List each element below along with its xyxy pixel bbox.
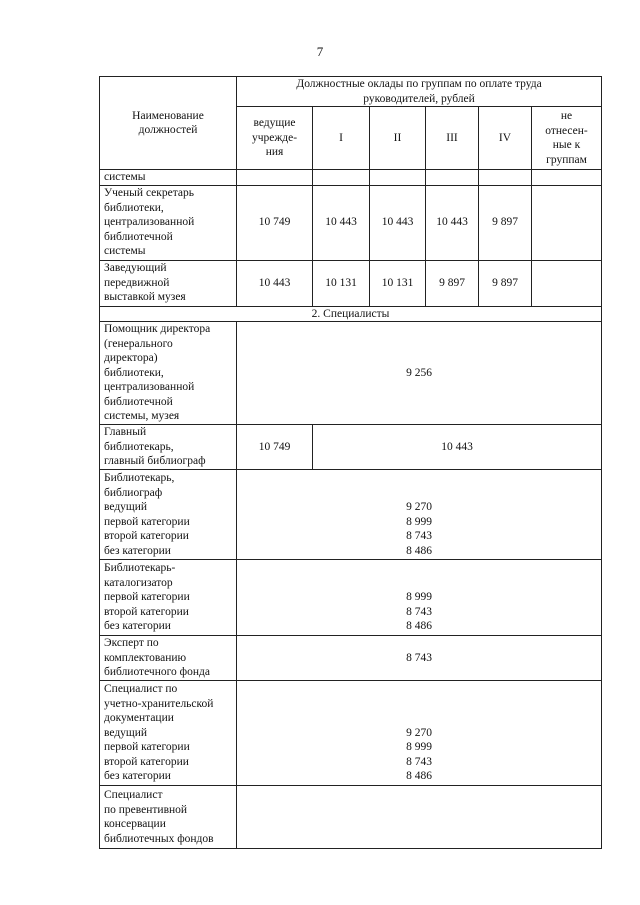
salary-value: 10 443 — [313, 425, 602, 470]
page-number: 7 — [316, 44, 324, 59]
table-row — [100, 425, 602, 470]
header-col-iii: III — [426, 107, 479, 170]
header-col-i: I — [313, 107, 370, 170]
header-col-iv: IV — [479, 107, 532, 170]
salary-value — [532, 185, 602, 260]
table-row — [100, 786, 602, 849]
header-row-1 — [100, 77, 602, 107]
position-name: Ученый секретарь библиотеки, централизованной библиотечной системы — [100, 185, 237, 260]
header-col-ii: II — [370, 107, 426, 170]
table-row — [100, 322, 602, 425]
salary-value: 9 256 — [237, 322, 602, 425]
salary-value: 10 443 — [313, 185, 370, 260]
header-col-unassigned: не отнесен- ные к группам — [532, 107, 602, 170]
position-name: Библиотекарь, библиограф ведущий первой категории второй категории без категории — [100, 470, 237, 560]
position-name: системы — [100, 170, 237, 186]
salary-values: 9 270 8 999 8 743 8 486 — [237, 681, 602, 786]
salary-value: 9 897 — [479, 185, 532, 260]
salary-value: 8 743 — [237, 636, 602, 681]
table-row — [100, 260, 602, 306]
table-row — [100, 185, 602, 260]
position-name: Заведующий передвижной выставкой музея — [100, 260, 237, 306]
header-position-title: Наименование должностей — [100, 77, 237, 170]
table-row — [100, 681, 602, 786]
position-name: Эксперт по комплектованию библиотечного фонда — [100, 636, 237, 681]
salary-value: 10 443 — [426, 185, 479, 260]
position-name: Специалист по превентивной консервации библиотечных фондов — [100, 786, 237, 849]
salary-values: 8 999 8 743 8 486 — [237, 560, 602, 636]
section-row — [100, 306, 602, 322]
salary-value: 10 131 — [370, 260, 426, 306]
header-col-leading: ведущие учрежде- ния — [237, 107, 313, 170]
table-row — [100, 170, 602, 186]
salary-table — [99, 76, 602, 849]
salary-value — [237, 786, 602, 849]
section-title: 2. Специалисты — [100, 306, 602, 322]
table-row — [100, 470, 602, 560]
salary-value: 9 897 — [426, 260, 479, 306]
position-name: Библиотекарь- каталогизатор первой категории второй категории без категории — [100, 560, 237, 636]
salary-value: 10 749 — [237, 185, 313, 260]
position-name: Специалист по учетно-хранительской документации ведущий первой категории второй категории без категории — [100, 681, 237, 786]
salary-value: 10 443 — [237, 260, 313, 306]
salary-value — [532, 260, 602, 306]
salary-values: 9 270 8 999 8 743 8 486 — [237, 470, 602, 560]
header-group-title: Должностные оклады по группам по оплате труда руководителей, рублей — [237, 77, 602, 107]
table-row — [100, 636, 602, 681]
salary-value: 10 749 — [237, 425, 313, 470]
position-name: Главный библиотекарь, главный библиограф — [100, 425, 237, 470]
table-row — [100, 560, 602, 636]
salary-value: 9 897 — [479, 260, 532, 306]
salary-value: 10 443 — [370, 185, 426, 260]
position-name: Помощник директора (генерального директора) библиотеки, централизованной библиотечной системы, музея — [100, 322, 237, 425]
salary-value: 10 131 — [313, 260, 370, 306]
